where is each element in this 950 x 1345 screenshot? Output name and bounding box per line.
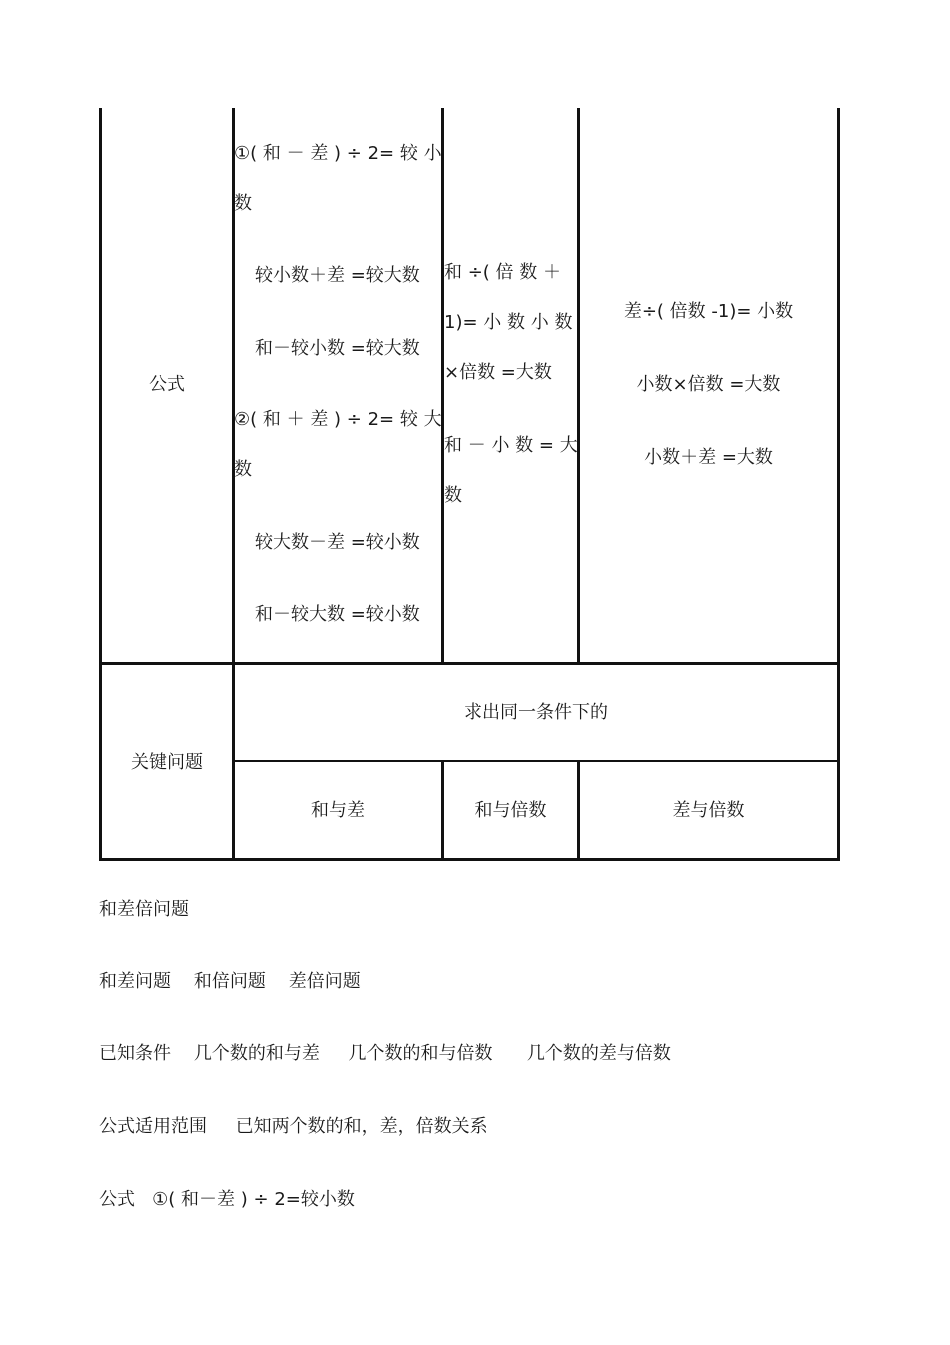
formula-col1-line-5: ②( 和 ＋ 差 ) ÷ 2= 较 大 (234, 409, 442, 430)
formula-col1-line-1: ①( 和 － 差 ) ÷ 2= 较 小 (234, 143, 442, 164)
formula-col1-line-6: 数 (234, 459, 252, 480)
formula-col3-line-1: 差÷( 倍数 -1)= 小数 (623, 301, 794, 322)
formula-col1-line-2: 数 (234, 193, 252, 214)
formula-col2-line-4: 和 － 小 数 = 大 (444, 435, 578, 456)
formula-col2-line-5: 数 (444, 485, 462, 506)
key-cell-sum-difference: 和与差 (311, 800, 365, 821)
key-cell-sum-multiple: 和与倍数 (474, 800, 547, 821)
note-line-1: 和差倍问题 (99, 899, 189, 920)
note-line-2: 和差问题 和倍问题 差倍问题 (99, 971, 361, 992)
table-border-right (837, 108, 840, 861)
table-border-row-divider (99, 662, 840, 665)
table-border-left (99, 108, 102, 861)
formula-col1-line-7: 较大数－差 =较小数 (255, 532, 420, 553)
note-line-5: 公式 ①( 和－差 ) ÷ 2=较小数 (99, 1189, 355, 1210)
key-row-header: 求出同一条件下的 (464, 702, 608, 723)
formula-col2-line-2: 1)= 小 数 小 数 (444, 312, 573, 333)
table-border-bottom (99, 858, 840, 861)
formula-col3-line-3: 小数＋差 =大数 (644, 447, 773, 468)
formula-row-label: 公式 (149, 374, 185, 395)
key-cell-difference-multiple: 差与倍数 (672, 800, 745, 821)
formula-col2-line-1: 和 ÷( 倍 数 ＋ (444, 262, 561, 283)
key-row-label: 关键问题 (131, 752, 203, 773)
note-line-3: 已知条件 几个数的和与差 几个数的和与倍数 几个数的差与倍数 (99, 1043, 671, 1064)
table-border-subrow-divider (232, 760, 840, 762)
table-border-col1 (232, 108, 235, 861)
formula-col1-line-4: 和－较小数 =较大数 (255, 338, 420, 359)
formula-col2-line-3: ×倍数 =大数 (444, 362, 552, 383)
formula-col3-line-2: 小数×倍数 =大数 (636, 374, 781, 395)
formula-col1-line-8: 和－较大数 =较小数 (255, 604, 420, 625)
table-border-col2 (441, 108, 444, 664)
formula-col1-line-3: 较小数＋差 =较大数 (255, 265, 420, 286)
note-line-4: 公式适用范围 已知两个数的和，差，倍数关系 (99, 1116, 488, 1137)
